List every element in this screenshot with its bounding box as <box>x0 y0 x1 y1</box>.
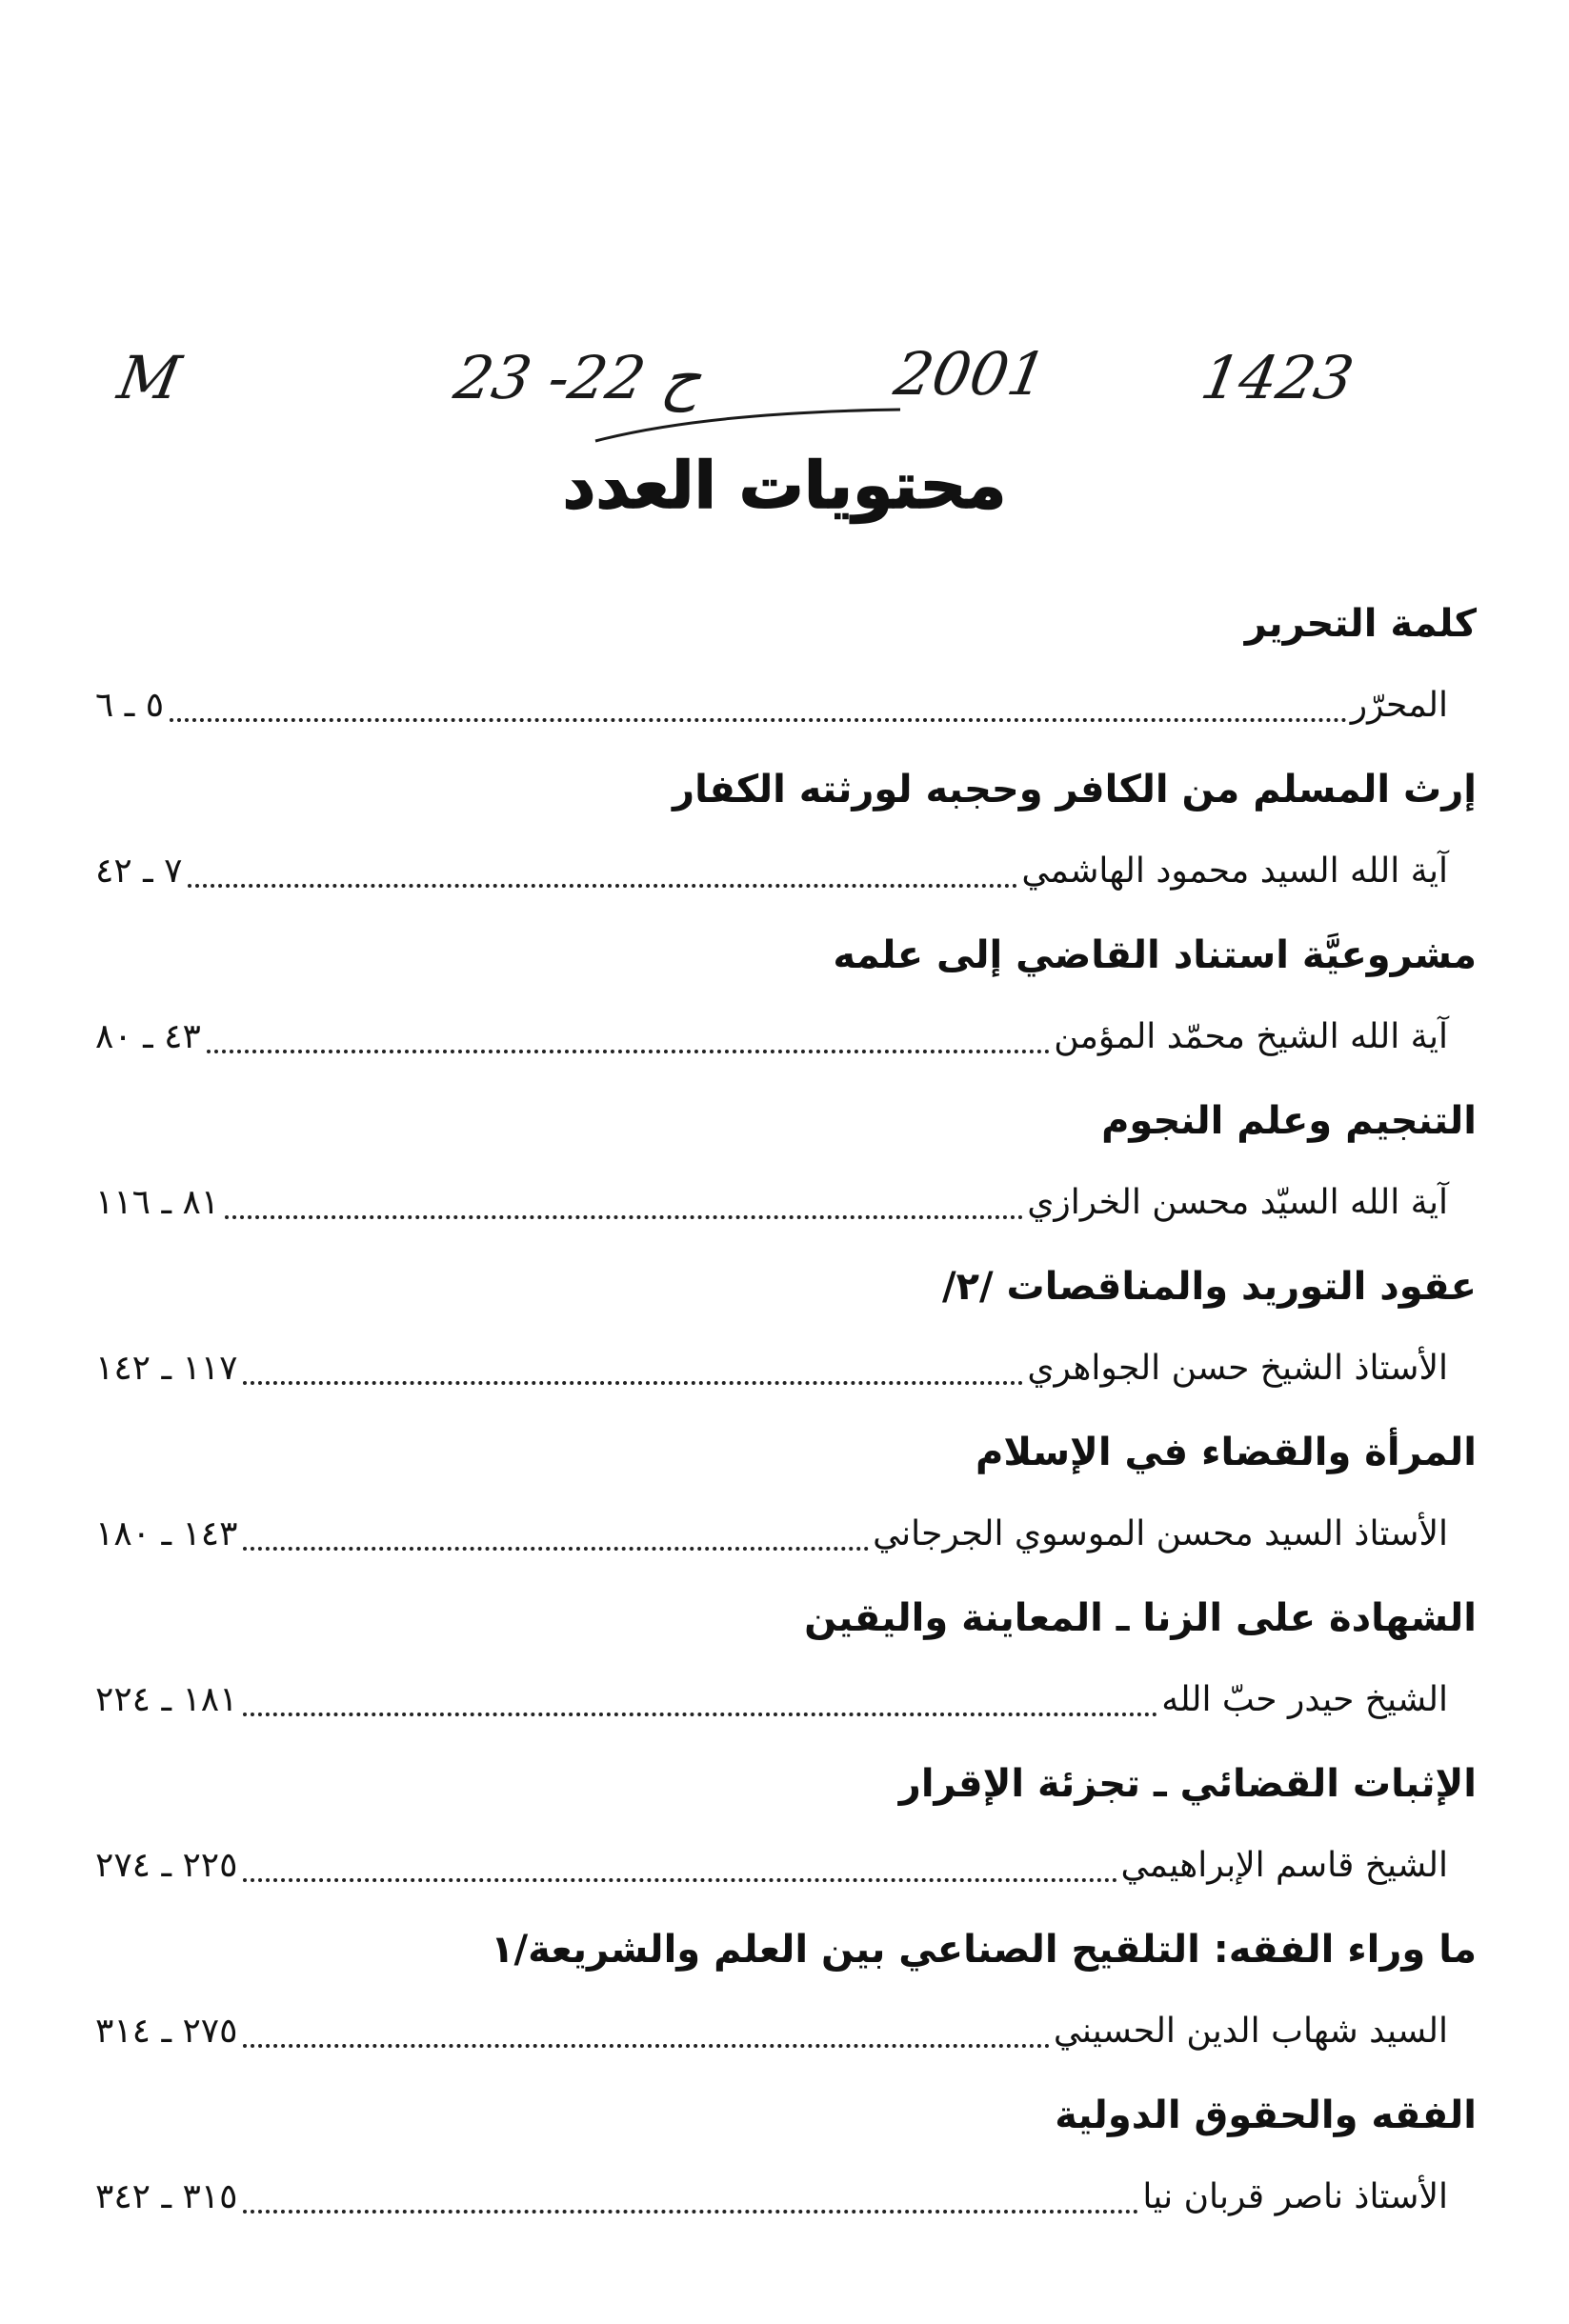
toc-section-title: التنجيم وعلم النجوم <box>1101 1099 1477 1143</box>
dot-leader <box>243 1878 1116 1882</box>
toc-entry <box>95 589 1477 754</box>
toc-page-range: ١٤٣ ـ ١٨٠ <box>95 1514 238 1553</box>
toc-author: الأستاذ الشيخ حسن الجواهري <box>1027 1349 1448 1388</box>
toc-page-range: ٤٣ ـ ٨٠ <box>95 1017 201 1056</box>
handwritten-annotations <box>0 0 1569 495</box>
page-title: محتويات العدد <box>562 448 1007 524</box>
toc-section-title: المرأة والقضاء في الإسلام <box>976 1431 1477 1474</box>
toc-author-line <box>95 1173 1477 1232</box>
toc-section-title: الفقه والحقوق الدولية <box>1055 2094 1477 2137</box>
dot-leader <box>243 1547 869 1551</box>
toc-page-range: ٣١٥ ـ ٣٤٢ <box>95 2177 238 2216</box>
toc-author: الأستاذ السيد محسن الموسوي الجرجاني <box>873 1514 1448 1553</box>
dot-leader <box>243 2210 1138 2214</box>
toc-page-range: ٥ ـ ٦ <box>95 686 165 725</box>
toc-entry <box>95 1914 1477 2080</box>
toc-section-title: مشروعيَّة استناد القاضي إلى علمه <box>833 933 1477 977</box>
toc-author: آية الله السيد محمود الهاشمي <box>1021 851 1448 891</box>
toc-section-title: إرث المسلم من الكافر وحجبه لورثته الكفار <box>673 768 1477 811</box>
toc-author-line <box>95 1836 1477 1895</box>
toc-entry <box>95 1749 1477 1914</box>
dot-leader <box>243 2044 1049 2048</box>
toc-entry <box>95 1583 1477 1749</box>
handwritten-note: 2001 <box>889 339 1053 409</box>
toc-section-title: الإثبات القضائي ـ تجزئة الإقرار <box>898 1762 1477 1806</box>
table-of-contents <box>95 589 1477 2246</box>
toc-entry <box>95 754 1477 920</box>
handwritten-note: 1423 <box>1196 343 1359 412</box>
toc-entry <box>95 1086 1477 1252</box>
toc-section-title: ما وراء الفقه: التلقيح الصناعي بين العلم والشريعة/١ <box>491 1928 1477 1972</box>
toc-section-title: كلمة التحرير <box>1244 602 1477 646</box>
toc-page-range: ٧ ـ ٤٢ <box>95 851 183 891</box>
toc-page-range: ١٨١ ـ ٢٢٤ <box>95 1680 238 1719</box>
toc-author: السيد شهاب الدين الحسيني <box>1053 2012 1448 2051</box>
dot-leader <box>243 1381 1023 1385</box>
dot-leader <box>243 1713 1157 1716</box>
toc-entry <box>95 2080 1477 2246</box>
dot-leader <box>225 1215 1023 1219</box>
toc-entry <box>95 1417 1477 1583</box>
toc-author-line <box>95 1671 1477 1730</box>
dot-leader <box>188 884 1017 888</box>
toc-author-line <box>95 1505 1477 1564</box>
toc-author-line <box>95 1339 1477 1398</box>
toc-page-range: ٢٢٥ ـ ٢٧٤ <box>95 1846 238 1885</box>
toc-entry <box>95 920 1477 1086</box>
toc-page-range: ٢٧٥ ـ ٣١٤ <box>95 2012 238 2051</box>
toc-author-line <box>95 1008 1477 1067</box>
handwritten-note: M <box>112 343 186 412</box>
toc-author: الشيخ حيدر حبّ الله <box>1161 1680 1448 1719</box>
toc-author: الأستاذ ناصر قربان نيا <box>1142 2177 1448 2216</box>
toc-page-range: ٨١ ـ ١١٦ <box>95 1183 220 1222</box>
toc-section-title: عقود التوريد والمناقصات /٢/ <box>941 1265 1477 1309</box>
toc-author: آية الله السيّد محسن الخرازي <box>1027 1183 1448 1222</box>
toc-author-line <box>95 842 1477 901</box>
handwritten-note: 23 -22 ح <box>449 343 708 412</box>
dot-leader <box>207 1050 1050 1053</box>
toc-author: المحرّر <box>1350 686 1448 725</box>
dot-leader <box>170 718 1347 722</box>
toc-page-range: ١١٧ ـ ١٤٢ <box>95 1349 238 1388</box>
toc-entry <box>95 1252 1477 1417</box>
toc-section-title: الشهادة على الزنا ـ المعاينة واليقين <box>804 1596 1477 1640</box>
toc-author: آية الله الشيخ محمّد المؤمن <box>1054 1017 1448 1056</box>
toc-author-line <box>95 2002 1477 2061</box>
toc-author-line <box>95 2168 1477 2227</box>
toc-author: الشيخ قاسم الإبراهيمي <box>1120 1846 1448 1885</box>
toc-author-line <box>95 676 1477 735</box>
